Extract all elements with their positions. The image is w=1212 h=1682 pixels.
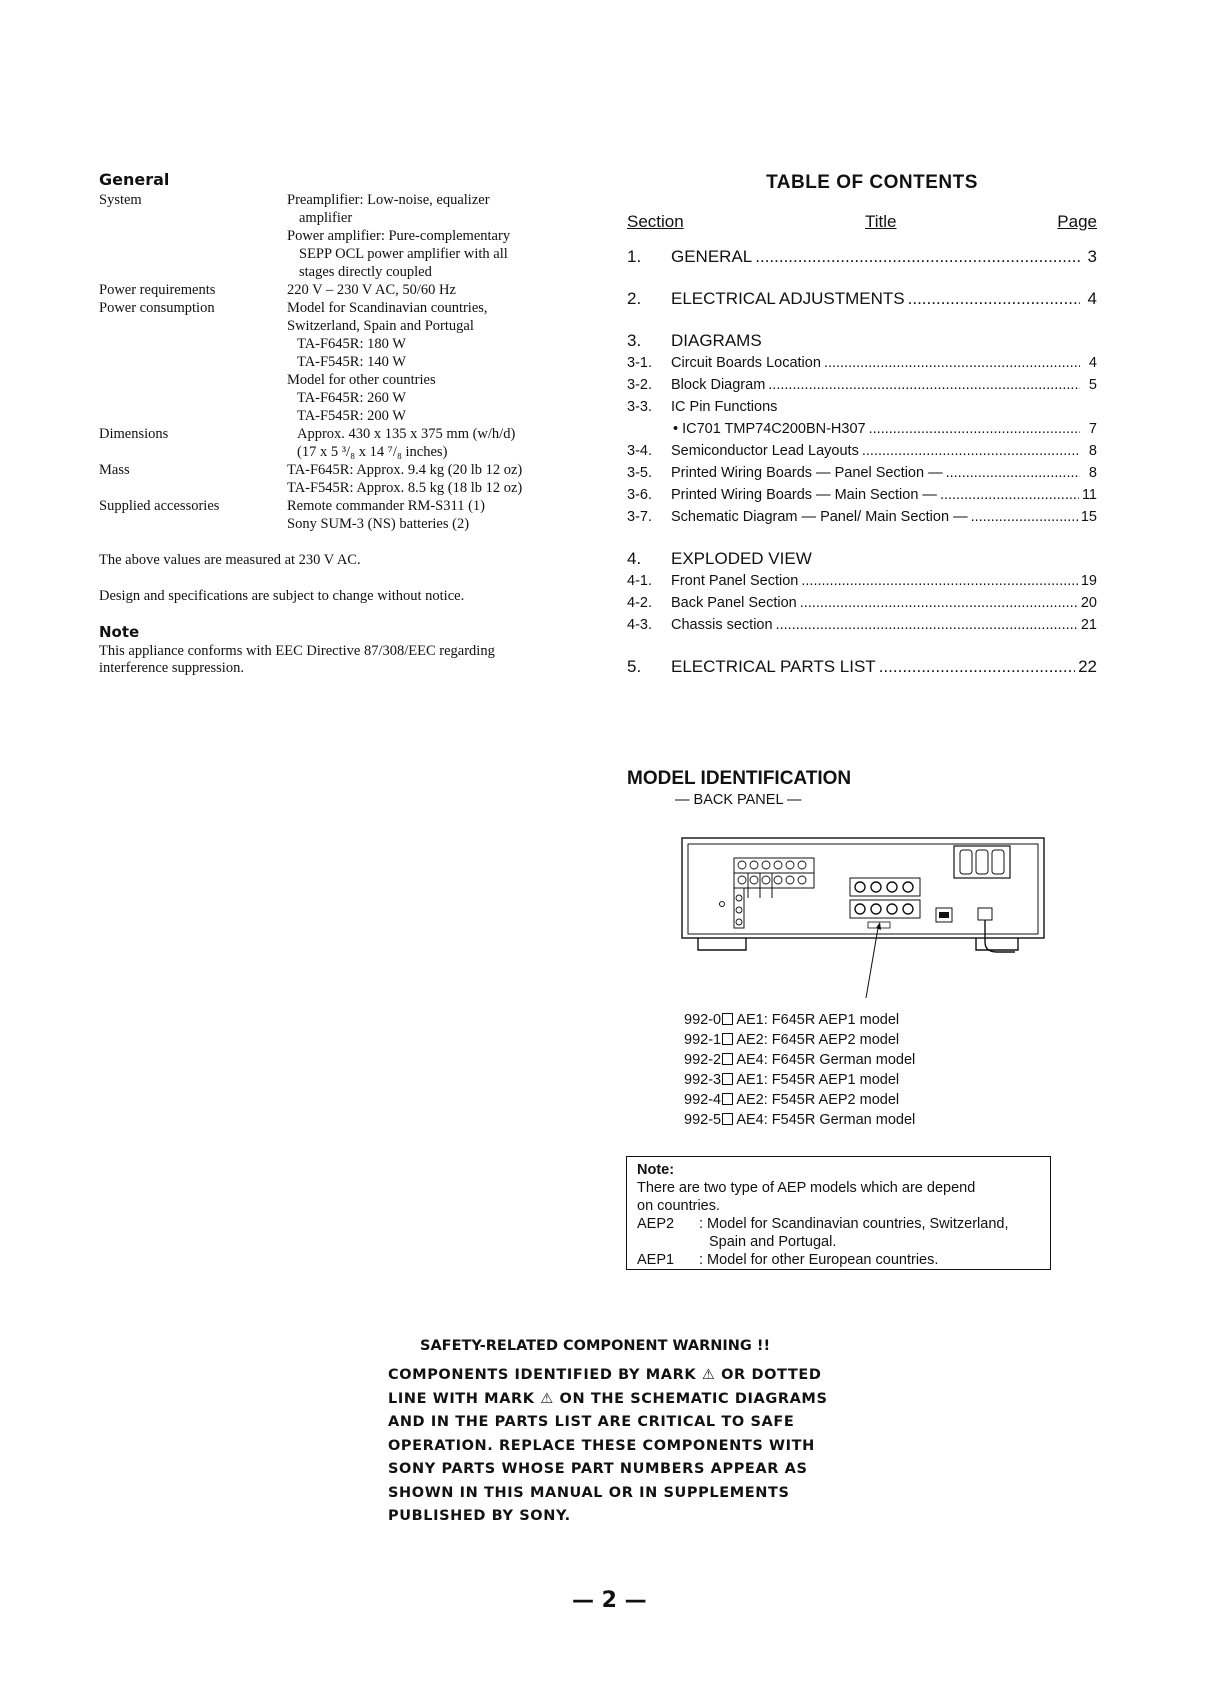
toc-list	[627, 246, 1097, 678]
toc-leader-dots	[869, 418, 1080, 440]
placeholder-box-icon	[722, 1053, 733, 1065]
placeholder-box-icon	[722, 1113, 733, 1125]
spec-row	[99, 281, 569, 299]
toc-leader-dots	[971, 506, 1078, 528]
aep-note-line: There are two type of AEP models which are depend	[637, 1180, 976, 1196]
ac-outlet-block	[954, 846, 1010, 878]
toc-entry	[627, 548, 1097, 570]
power-cord-plug	[978, 908, 992, 920]
toc-entry-page: 5	[1088, 377, 1097, 393]
toc-leader-dots	[768, 374, 1080, 396]
toc-entry-title: Printed Wiring Boards — Panel Section —	[671, 465, 943, 481]
ground-screw	[720, 902, 725, 907]
placeholder-box-icon	[722, 1033, 733, 1045]
toc-entry-page: 8	[1088, 443, 1097, 459]
toc-entry-number: 3.	[627, 331, 642, 350]
safety-line: OPERATION. REPLACE THESE COMPONENTS WITH	[388, 1437, 815, 1454]
spec-value-line: Model for Scandinavian countries,	[287, 300, 488, 316]
aep-note-line: on countries.	[637, 1198, 721, 1214]
toc-entry-title: DIAGRAMS	[671, 331, 762, 350]
power-cord	[985, 920, 1015, 952]
toc-leader-dots	[940, 484, 1079, 506]
toc-entry	[627, 246, 1097, 268]
toc-entry	[627, 440, 1097, 462]
spec-value-line: Remote commander RM-S311 (1)	[287, 498, 485, 514]
toc-entry-number: 4-2.	[627, 595, 652, 611]
model-code-line: 992-3 AE1: F545R AEP1 model	[684, 1072, 900, 1088]
spec-value-line: TA-F545R: 200 W	[297, 408, 406, 424]
toc-entry	[627, 614, 1097, 636]
toc-entry-title: Schematic Diagram — Panel/ Main Section —	[671, 509, 968, 525]
spec-row	[99, 461, 569, 497]
note-text-line: This appliance conforms with EEC Directive 87/308/EEC regarding	[99, 643, 495, 659]
toc-entry-title: • IC701 TMP74C200BN-H307	[673, 421, 866, 437]
safety-warning	[388, 1338, 828, 1529]
spec-label: System	[99, 192, 142, 208]
warning-triangle-icon: ⚠	[701, 1367, 716, 1383]
toc-entry-page: 20	[1080, 595, 1097, 611]
toc-entry-number: 5.	[627, 657, 642, 676]
placeholder-box-icon	[722, 1093, 733, 1105]
model-code-line: 992-2 AE4: F645R German model	[684, 1052, 916, 1068]
spec-row	[99, 191, 569, 281]
toc-leader-dots	[824, 352, 1080, 374]
toc-col-title: Title	[865, 212, 897, 231]
aep2-key: AEP2	[637, 1216, 675, 1232]
spec-row	[99, 425, 569, 461]
toc-entry-number: 4-3.	[627, 617, 652, 633]
toc-entry-number: 3-4.	[627, 443, 652, 459]
toc-entry-title: IC Pin Functions	[671, 399, 778, 415]
model-code-line: 992-0 AE1: F645R AEP1 model	[684, 1012, 900, 1028]
toc-leader-dots	[908, 288, 1080, 310]
toc-entry-title: Front Panel Section	[671, 573, 799, 589]
warning-triangle-icon: ⚠	[540, 1390, 554, 1407]
spec-value-line: amplifier	[299, 210, 353, 226]
toc-leader-dots	[755, 246, 1080, 268]
model-code-line: 992-4 AE2: F545R AEP2 model	[684, 1092, 900, 1108]
toc-entry-page: 21	[1080, 617, 1097, 633]
spec-value	[287, 497, 569, 533]
spec-label: Supplied accessories	[99, 498, 220, 514]
spec-value-line: TA-F545R: Approx. 8.5 kg (18 lb 12 oz)	[287, 480, 523, 496]
spec-list	[99, 191, 569, 533]
model-id-title: MODEL IDENTIFICATION	[627, 768, 852, 789]
toc-entry-number: 2.	[627, 289, 642, 308]
spec-value	[287, 425, 569, 461]
toc-entry	[627, 506, 1097, 528]
toc-entry-title: Semiconductor Lead Layouts	[671, 443, 859, 459]
placeholder-box-icon	[722, 1073, 733, 1085]
spec-value-line: TA-F645R: Approx. 9.4 kg (20 lb 12 oz)	[287, 462, 523, 478]
spec-value-line: 220 V – 230 V AC, 50/60 Hz	[287, 282, 456, 298]
toc-entry-page: 8	[1088, 465, 1097, 481]
toc-entry-title: Printed Wiring Boards — Main Section —	[671, 487, 937, 503]
spec-value-line: Switzerland, Spain and Portugal	[287, 318, 474, 334]
toc-title: TABLE OF CONTENTS	[766, 172, 978, 193]
toc-entry	[627, 484, 1097, 506]
toc-entry-number: 3-6.	[627, 487, 652, 503]
aep1-description: : Model for other European countries.	[699, 1252, 939, 1268]
toc-entry-title: Circuit Boards Location	[671, 355, 821, 371]
toc-entry	[627, 656, 1097, 678]
toc-entry-title: ELECTRICAL PARTS LIST	[671, 657, 876, 676]
safety-line: PUBLISHED BY SONY.	[388, 1508, 571, 1524]
safety-line: SHOWN IN THIS MANUAL OR IN SUPPLEMENTS	[388, 1484, 790, 1501]
toc-entry	[627, 418, 1097, 440]
toc-entry-page: 11	[1081, 487, 1097, 503]
safety-line: AND IN THE PARTS LIST ARE CRITICAL TO SAFE	[388, 1414, 795, 1430]
toc-entry	[627, 396, 1097, 418]
toc-leader-dots	[946, 462, 1080, 484]
spec-value-line: TA-F545R: 140 W	[297, 354, 406, 370]
toc-entry-number: 3-1.	[627, 355, 652, 371]
toc-entry-title: Chassis section	[671, 617, 773, 633]
model-code-line: 992-5 AE4: F545R German model	[684, 1112, 916, 1128]
toc-entry	[627, 462, 1097, 484]
toc-leader-dots	[800, 592, 1078, 614]
toc-entry-number: 1.	[627, 247, 642, 266]
spec-value-line: Preamplifier: Low-noise, equalizer	[287, 192, 490, 208]
spec-value-line: TA-F645R: 260 W	[297, 390, 406, 406]
toc-entry-page: 22	[1078, 657, 1097, 676]
aep2-description: : Model for Scandinavian countries, Switzerland,	[699, 1216, 1009, 1232]
model-id-subtitle: — BACK PANEL —	[675, 792, 802, 808]
aep2-description-cont: Spain and Portugal.	[709, 1234, 837, 1250]
toc-entry-title: EXPLODED VIEW	[671, 549, 812, 568]
panel-foot-left	[698, 938, 746, 950]
safety-line: LINE WITH MARK ⚠ ON THE SCHEMATIC DIAGRAMS	[388, 1388, 828, 1412]
spec-value-line: Power amplifier: Pure-complementary	[287, 228, 511, 244]
toc-entry-title: ELECTRICAL ADJUSTMENTS	[671, 289, 905, 308]
spec-value-line: stages directly coupled	[299, 264, 432, 280]
spec-value	[287, 191, 569, 281]
toc-entry-page: 7	[1088, 421, 1097, 437]
general-specifications	[99, 170, 569, 677]
spec-value	[287, 281, 569, 299]
toc-entry	[627, 288, 1097, 310]
toc-col-section: Section	[627, 212, 684, 231]
note-text-line: interference suppression.	[99, 660, 244, 676]
spec-value-line: Sony SUM-3 (NS) batteries (2)	[287, 516, 470, 532]
spec-row	[99, 299, 569, 425]
toc-entry-title: GENERAL	[671, 247, 753, 266]
toc-entry-title: Back Panel Section	[671, 595, 797, 611]
toc-entry-number: 4-1.	[627, 573, 652, 589]
model-code-list	[684, 1010, 915, 1130]
spec-label: Mass	[99, 462, 130, 478]
page-number: — 2 —	[572, 1588, 647, 1613]
toc-entry	[627, 592, 1097, 614]
toc-entry-page: 15	[1080, 509, 1097, 525]
spec-label: Power requirements	[99, 282, 216, 298]
measured-note: The above values are measured at 230 V AC.	[99, 552, 361, 568]
toc-entry	[627, 570, 1097, 592]
toc-leader-dots	[801, 570, 1078, 592]
toc-header	[627, 212, 1097, 236]
back-panel-illustration	[680, 836, 1050, 1006]
design-note: Design and specifications are subject to change without notice.	[99, 588, 465, 604]
general-heading: General	[99, 170, 170, 189]
toc-entry-number: 4.	[627, 549, 642, 568]
toc-entry	[627, 374, 1097, 396]
aep1-key: AEP1	[637, 1252, 675, 1268]
placeholder-box-icon	[722, 1013, 733, 1025]
toc-col-page: Page	[1057, 212, 1097, 231]
aep-note-title: Note:	[637, 1162, 675, 1178]
spec-row	[99, 497, 569, 533]
spec-value-line: SEPP OCL power amplifier with all	[299, 246, 508, 262]
toc-entry-number: 3-2.	[627, 377, 652, 393]
model-code-line: 992-1 AE2: F645R AEP2 model	[684, 1032, 900, 1048]
toc-entry	[627, 352, 1097, 374]
toc-entry-page: 4	[1088, 355, 1097, 371]
spec-value-line: (17 x 5 ³/₈ x 14 ⁷/₈ inches)	[297, 444, 448, 460]
toc-entry-page: 3	[1087, 247, 1097, 266]
spec-label: Power consumption	[99, 300, 215, 316]
speaker-connector-bottom	[850, 900, 920, 918]
toc-entry-page: 19	[1080, 573, 1097, 589]
toc-entry-number: 3-3.	[627, 399, 652, 415]
toc-entry-page: 4	[1087, 289, 1097, 308]
safety-line: SONY PARTS WHOSE PART NUMBERS APPEAR AS	[388, 1461, 808, 1477]
spec-value-line: Approx. 430 x 135 x 375 mm (w/h/d)	[297, 426, 516, 442]
safety-line: COMPONENTS IDENTIFIED BY MARK ⚠ OR DOTTED	[388, 1364, 828, 1388]
speaker-connector-top	[850, 878, 920, 896]
vertical-jack-strip	[734, 888, 744, 928]
spec-label: Dimensions	[99, 426, 169, 442]
spec-value	[287, 299, 569, 425]
table-of-contents	[627, 172, 1097, 678]
toc-entry-number: 3-7.	[627, 509, 652, 525]
aep-note-box	[626, 1156, 1051, 1270]
note-heading: Note	[99, 623, 140, 641]
panel-foot-right	[976, 938, 1018, 950]
spec-value-line: Model for other countries	[287, 372, 436, 388]
spec-value	[287, 461, 569, 497]
toc-entry	[627, 330, 1097, 352]
toc-leader-dots	[879, 656, 1075, 678]
toc-leader-dots	[862, 440, 1080, 462]
toc-leader-dots	[776, 614, 1078, 636]
toc-entry-title: Block Diagram	[671, 377, 766, 393]
spec-value-line: TA-F645R: 180 W	[297, 336, 406, 352]
toc-entry-number: 3-5.	[627, 465, 652, 481]
model-identification	[627, 768, 1127, 808]
safety-title: SAFETY-RELATED COMPONENT WARNING !!	[420, 1338, 771, 1354]
